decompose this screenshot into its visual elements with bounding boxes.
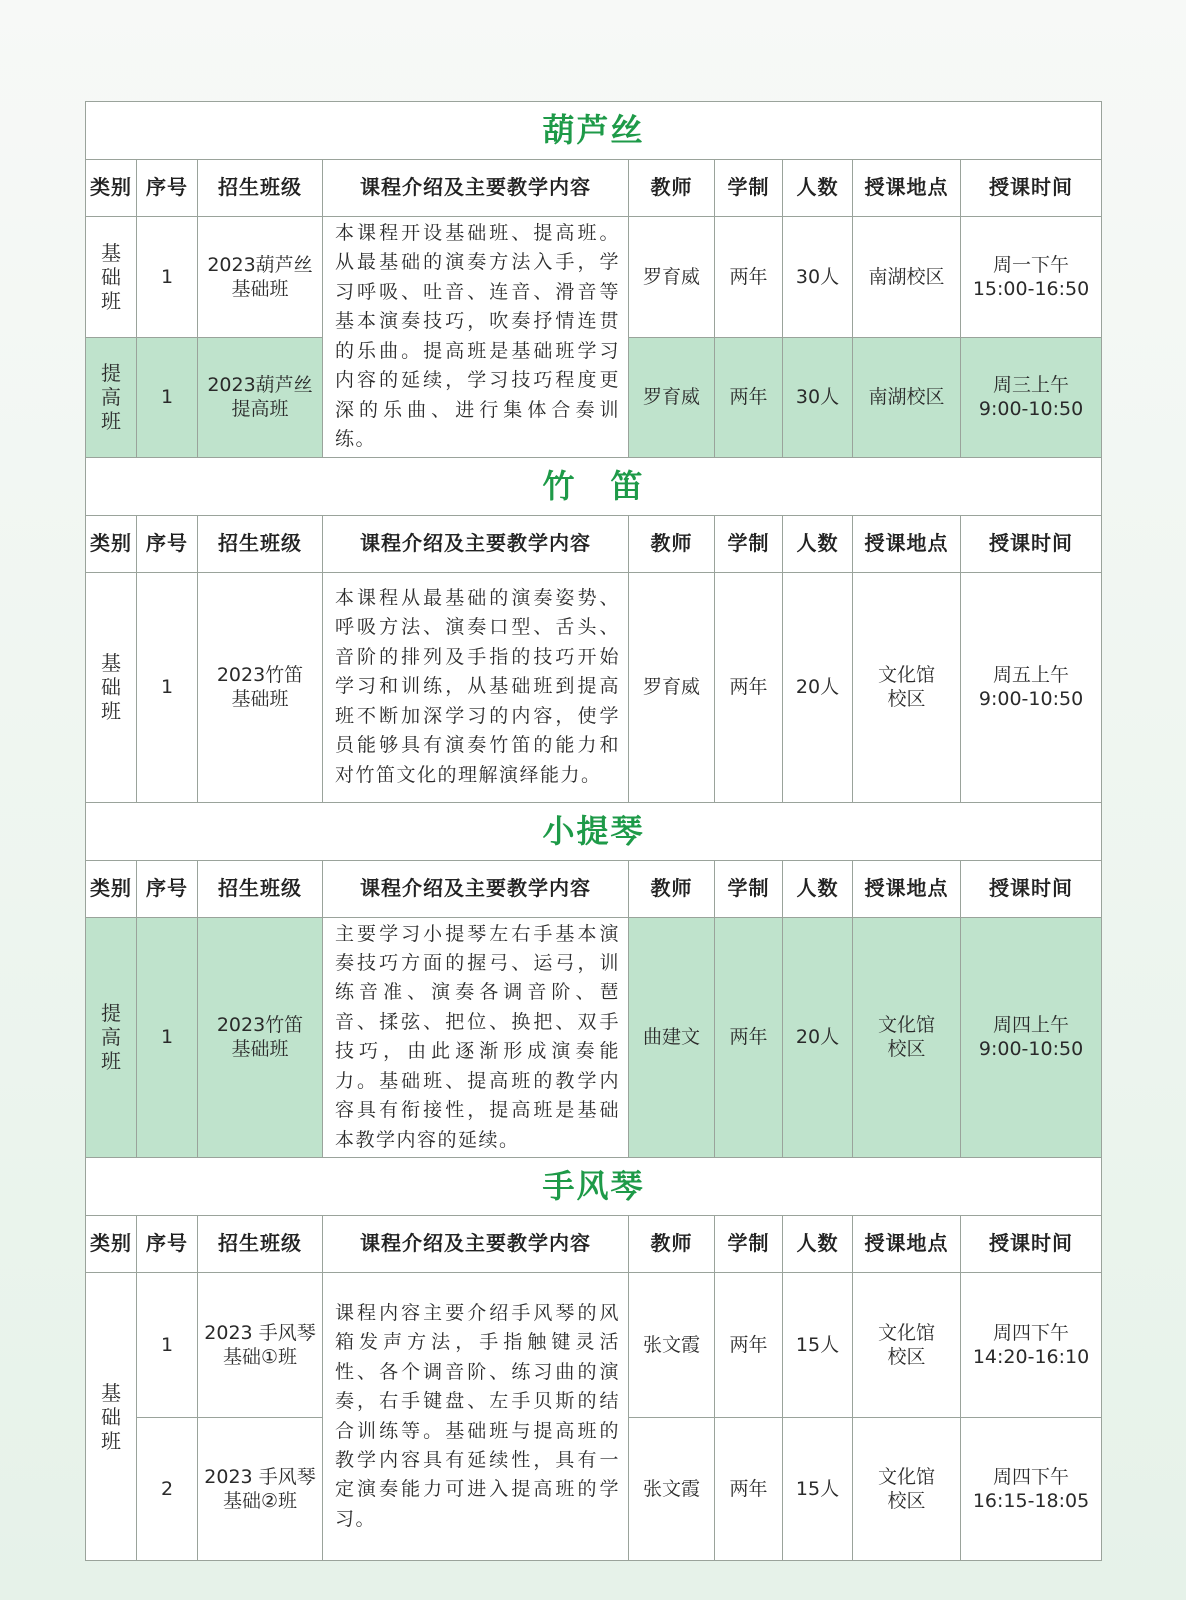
header-index: 序号 [137,160,198,217]
duration-cell: 两年 [715,1418,783,1561]
duration-cell: 两年 [715,337,783,457]
course-schedule [85,101,1101,1561]
header-row [86,515,1102,572]
header-count: 人数 [783,860,853,917]
header-count: 人数 [783,1216,853,1273]
teacher-cell: 曲建文 [629,917,715,1158]
header-class: 招生班级 [198,860,323,917]
teacher-cell: 张文霞 [629,1418,715,1561]
class-cell: 2023竹笛 基础班 [198,917,323,1158]
header-row [86,860,1102,917]
header-count: 人数 [783,515,853,572]
index-cell: 1 [137,572,198,802]
time-cell: 周四下午 16:15-18:05 [961,1418,1102,1561]
header-teacher: 教师 [629,1216,715,1273]
header-duration: 学制 [715,860,783,917]
count-cell: 15人 [783,1273,853,1418]
category-cell: 提 高 班 [86,337,137,457]
category-cell: 提 高 班 [86,917,137,1158]
time-cell: 周四下午 14:20-16:10 [961,1273,1102,1418]
course-table [85,101,1102,1561]
category-cell: 基 础 班 [86,217,137,338]
category-cell: 基 础 班 [86,1273,137,1561]
class-cell: 2023葫芦丝 基础班 [198,217,323,338]
header-category: 类别 [86,515,137,572]
header-index: 序号 [137,860,198,917]
description-cell: 本课程从最基础的演奏姿势、呼吸方法、演奏口型、舌头、音阶的排列及手指的技巧开始学习和训练，从基础班到提高班不断加深学习的内容，使学员能够具有演奏竹笛的能力和对竹笛文化的理解演绎能力。 [323,572,629,802]
teacher-cell: 罗育威 [629,572,715,802]
header-category: 类别 [86,1216,137,1273]
header-row [86,1216,1102,1273]
count-cell: 30人 [783,217,853,338]
class-cell: 2023 手风琴 基础②班 [198,1418,323,1561]
section-title: 葫芦丝 [86,102,1102,160]
location-cell: 文化馆 校区 [853,917,961,1158]
header-location: 授课地点 [853,1216,961,1273]
time-cell: 周三上午 9:00-10:50 [961,337,1102,457]
index-cell: 1 [137,1273,198,1418]
location-cell: 文化馆 校区 [853,1418,961,1561]
table-row [86,917,1102,1158]
header-teacher: 教师 [629,515,715,572]
count-cell: 20人 [783,572,853,802]
header-time: 授课时间 [961,860,1102,917]
index-cell: 1 [137,337,198,457]
index-cell: 1 [137,217,198,338]
header-class: 招生班级 [198,515,323,572]
time-cell: 周五上午 9:00-10:50 [961,572,1102,802]
section-title-row [86,457,1102,515]
header-time: 授课时间 [961,515,1102,572]
header-index: 序号 [137,515,198,572]
class-cell: 2023竹笛 基础班 [198,572,323,802]
section-title-row [86,102,1102,160]
duration-cell: 两年 [715,1273,783,1418]
duration-cell: 两年 [715,917,783,1158]
header-category: 类别 [86,160,137,217]
header-intro: 课程介绍及主要教学内容 [323,1216,629,1273]
section-title: 竹 笛 [86,457,1102,515]
index-cell: 2 [137,1418,198,1561]
location-cell: 文化馆 校区 [853,572,961,802]
description-cell: 主要学习小提琴左右手基本演奏技巧方面的握弓、运弓，训练音准、演奏各调音阶、琶音、揉弦、把位、换把、双手技巧，由此逐渐形成演奏能力。基础班、提高班的教学内容具有衔接性，提高班是基础本教学内容的延续。 [323,917,629,1158]
header-class: 招生班级 [198,160,323,217]
header-time: 授课时间 [961,160,1102,217]
duration-cell: 两年 [715,572,783,802]
header-duration: 学制 [715,515,783,572]
header-time: 授课时间 [961,1216,1102,1273]
location-cell: 南湖校区 [853,217,961,338]
count-cell: 20人 [783,917,853,1158]
count-cell: 15人 [783,1418,853,1561]
header-location: 授课地点 [853,160,961,217]
class-cell: 2023葫芦丝 提高班 [198,337,323,457]
header-intro: 课程介绍及主要教学内容 [323,160,629,217]
header-location: 授课地点 [853,515,961,572]
time-cell: 周四上午 9:00-10:50 [961,917,1102,1158]
header-index: 序号 [137,1216,198,1273]
count-cell: 30人 [783,337,853,457]
header-location: 授课地点 [853,860,961,917]
table-row [86,217,1102,338]
header-row [86,160,1102,217]
header-count: 人数 [783,160,853,217]
teacher-cell: 罗育威 [629,217,715,338]
header-intro: 课程介绍及主要教学内容 [323,860,629,917]
category-cell: 基 础 班 [86,572,137,802]
section-title-row [86,1158,1102,1216]
table-row [86,572,1102,802]
header-duration: 学制 [715,1216,783,1273]
header-class: 招生班级 [198,1216,323,1273]
header-teacher: 教师 [629,160,715,217]
class-cell: 2023 手风琴 基础①班 [198,1273,323,1418]
section-title: 小提琴 [86,802,1102,860]
header-intro: 课程介绍及主要教学内容 [323,515,629,572]
section-title-row [86,802,1102,860]
header-teacher: 教师 [629,860,715,917]
table-row [86,1273,1102,1418]
duration-cell: 两年 [715,217,783,338]
time-cell: 周一下午 15:00-16:50 [961,217,1102,338]
teacher-cell: 张文霞 [629,1273,715,1418]
location-cell: 南湖校区 [853,337,961,457]
header-category: 类别 [86,860,137,917]
index-cell: 1 [137,917,198,1158]
location-cell: 文化馆 校区 [853,1273,961,1418]
teacher-cell: 罗育威 [629,337,715,457]
section-title: 手风琴 [86,1158,1102,1216]
description-cell: 本课程开设基础班、提高班。从最基础的演奏方法入手，学习呼吸、吐音、连音、滑音等基本演奏技巧，吹奏抒情连贯的乐曲。提高班是基础班学习内容的延续，学习技巧程度更深的乐曲、进行集体合奏训练。 [323,217,629,458]
header-duration: 学制 [715,160,783,217]
description-cell: 课程内容主要介绍手风琴的风箱发声方法，手指触键灵活性、各个调音阶、练习曲的演奏，右手键盘、左手贝斯的结合训练等。基础班与提高班的教学内容具有延续性，具有一定演奏能力可进入提高班的学习。 [323,1273,629,1561]
